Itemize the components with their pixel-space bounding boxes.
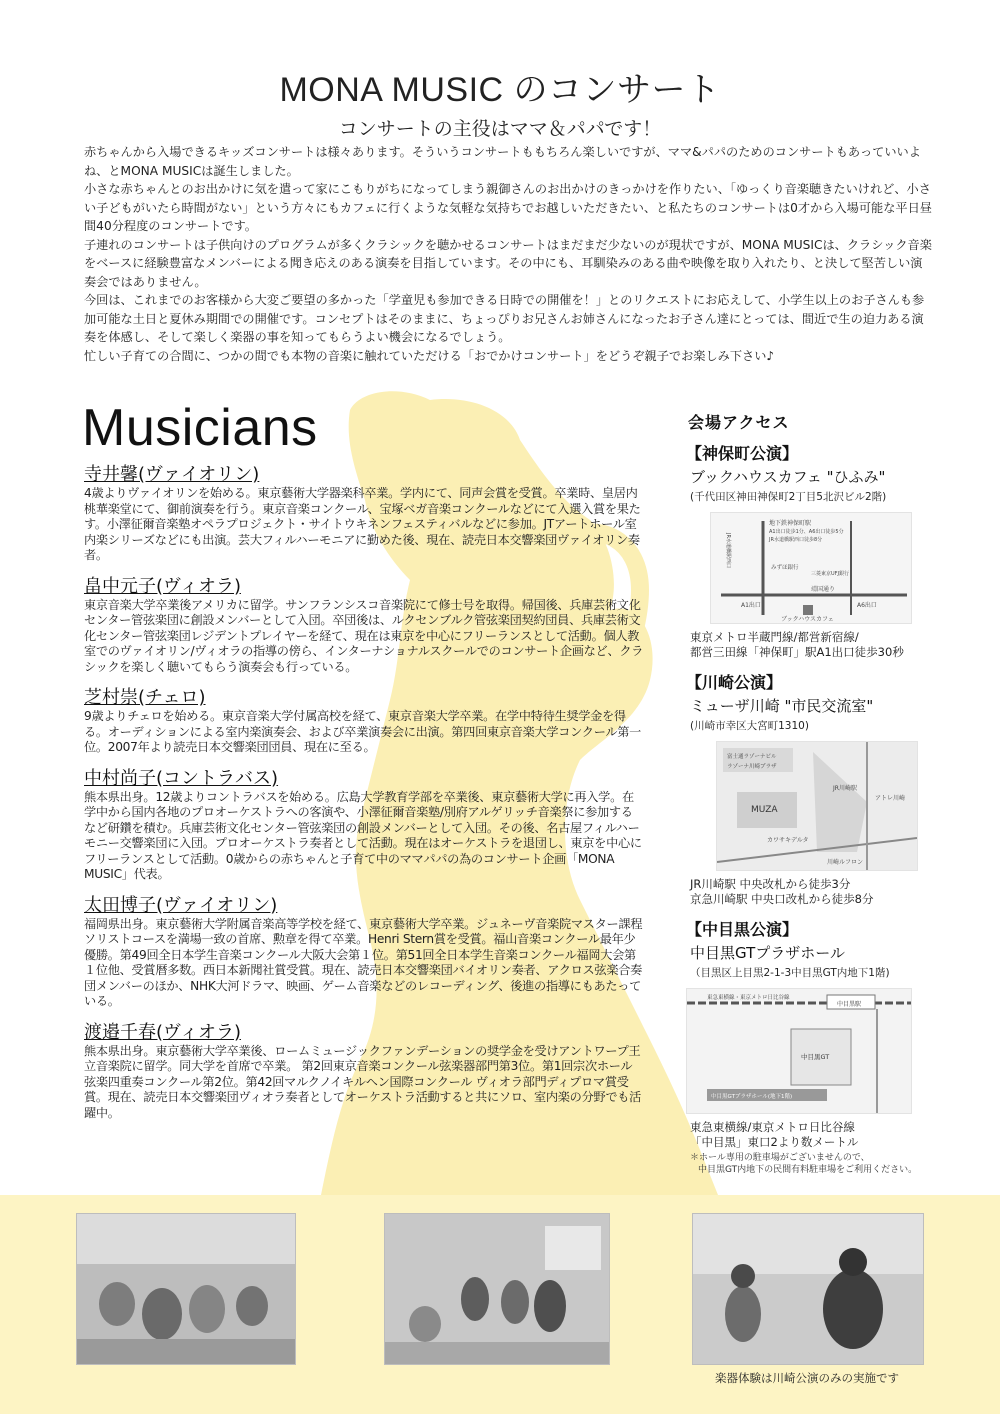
note-line: 中目黒GT内地下の民間有料駐車場をご利用ください。 (698, 1165, 918, 1175)
intro-text (84, 143, 932, 365)
intro-paragraph: 子連れのコンサートは子供向けのプログラムが多くクラシックを聴かせるコンサートはまだまだ少ないのが現状ですが、MONA MUSICは、クラシック音楽をベースに経験豊富なメンバーによる聞き応えのある演奏を目指しています。その中にも、耳馴染みのある曲や映像を取り入れたり、と決して堅苦しい演奏会ではありません。 (84, 237, 932, 289)
map-jimbocho (710, 512, 912, 624)
photo-caption: 楽器体験は川崎公演のみの実施です (715, 1371, 899, 1385)
musician-entry (84, 768, 644, 883)
venue-head: 【川崎公演】 (686, 673, 783, 692)
musician-bio: 4歳よりヴァイオリンを始める。東京藝術大学器楽科卒業。学内にて、同声会賞を受賞。卒業時、皇居内桃華楽堂にて、御前演奏を行う。東京音楽コンクール、宝塚ベガ音楽コンクールなどにて入選入賞を果たす。小澤征爾音楽塾オペラプロジェクト・サイトウキネンフェスティバルなどに参加。JTアートホール室内楽シリーズなどにも出演。芸大フィルハーモニアに勤めた後、現在、読売日本交響楽団ヴァイオリン奏者。 (84, 486, 641, 562)
map-label: A6出口 (857, 602, 877, 609)
musician-name: 芝村崇(チェロ) (84, 687, 206, 708)
venue-nakameguro (686, 917, 936, 1176)
musician-bio: 熊本県出身。東京藝術大学卒業後、ロームミュージックファンデーションの奨学金を受けアントワープ王立音楽院に留学。同大学を首席で卒業。 第2回東京音楽コンクール弦楽器部門第3位。第1回宗次ホール弦楽四重奏コンクール第2位。第42回マルクノイキルヘン国際コンクール ヴィオラ部門ディプロマ賞受賞。現在、読売日本交響楽団ヴィオラ奏者としてオーケストラ活動すると共にソロ、室内楽の分野でも活躍中。 (84, 1043, 642, 1120)
map-label: A1出口徒歩1分、A6出口徒歩5分 (769, 529, 844, 535)
directions-line: 東急東横線/東京メトロ日比谷線 (690, 1120, 855, 1134)
musician-bio: 熊本県出身。12歳よりコントラバスを始める。広島大学教育学部を卒業後、東京藝術大学に再入学。在学中から国内各地のプロオーケストラへの客演や、小澤征爾音楽塾/別府アルゲリッチ音楽祭に参加するなど研鑽を積む。兵庫芸術文化センター管弦楽団の創設メンバーとして入団。その後、名古屋フィルハーモニー交響楽団に入団。プロオーケストラ奏者として活動。現在はオーケストラを退団し、東京を中心にフリーランスとして活動。0歳からの赤ちゃんと子育て中のママパパの為のコンサート企画「MONA MUSIC」代表。 (84, 789, 642, 881)
musicians-list (84, 464, 644, 1133)
venue-head: 【神保町公演】 (686, 444, 799, 463)
musicians-heading: Musicians (82, 399, 318, 457)
page-subtitle: コンサートの主役はママ＆パパです！ (338, 118, 662, 140)
musician-bio: 福岡県出身。東京藝術大学附属音楽高等学校を経て、東京藝術大学卒業。ジュネーヴ音楽院マスター課程ソリストコースを満場一致の首席、勲章を得て卒業。Henri Stern賞を受賞。福山音楽コンクール最年少優勝。第49回全日本学生音楽コンクール大阪大会第１位。第51回全日本学生音楽コンクール福岡大会第１位他、受賞暦多数。西日本新聞社賞受賞。現在、読売日本交響楽団バイオリン奏者、アクロス弦楽合奏団メンバーのほか、NHK大河ドラマ、映画、ゲーム音楽などのレコーディング、後進の指導にもあたっている。 (84, 916, 643, 1008)
venue-directions (690, 630, 936, 660)
venue-address: (千代田区神田神保町2丁目5北沢ビル2階) (690, 491, 887, 503)
map-label: 東急東横線・東京メトロ日比谷線 (707, 995, 790, 1001)
map-label: JR川崎駅 (833, 785, 857, 792)
map-label: みずほ銀行 (771, 565, 799, 571)
venue-jimbocho (686, 441, 936, 660)
map-label: 三菱東京UFJ銀行 (811, 571, 850, 577)
venue-directions (690, 877, 936, 907)
musician-entry (84, 1022, 644, 1122)
page-title: MONA MUSIC のコンサート (279, 71, 721, 109)
directions-line: JR川崎駅 中央改札から徒歩3分 (690, 877, 851, 891)
map-kawasaki (716, 741, 918, 871)
venue-address: （目黒区上目黒2-1-3中目黒GT内地下1階) (690, 967, 890, 979)
musician-bio: 9歳よりチェロを始める。東京音楽大学付属高校を経て、東京音楽大学卒業。在学中特待生奨学金を得る。オーディションによる室内楽演奏会、および卒業演奏会に出演。第四回東京音楽大学コンクール第一位。2007年より読売日本交響楽団団員、現在に至る。 (84, 709, 642, 754)
musician-entry (84, 687, 644, 756)
map-label: 富士通ラゾーナビル (727, 754, 777, 760)
map-label: アトレ川崎 (875, 795, 906, 802)
intro-paragraph: 小さな赤ちゃんとのお出かけに気を遣って家にこもりがちになってしまう親御さんのお出かけのきっかけを作りたい、「ゆっくり音楽聴きたいけれど、小さい子どもがいたら時間がない」という方々にもカフェに行くような気軽な気持ちでお越しいただきたい、と私たちのコンサートは0才から入場可能な平日昼間40分程度のコンサートです。 (84, 182, 932, 233)
musician-name: 寺井馨(ヴァイオリン) (84, 464, 260, 485)
intro-paragraph: 今回は、これまでのお客様から大変ご要望の多かった「学童児も参加できる日時での開催を！」とのリクエストにお応えして、小学生以上のお子さんも参加可能な土日と夏休み期間での開催です。コンセプトはそのままに、ちょっぴりお兄さんお姉さんになったお子さん達にとっては、間近で生の迫力ある演奏を体感し、そして楽しく楽器の事を知ってもらうよい機会になるでしょう。 (84, 293, 925, 344)
venue-name: ミューザ川崎 "市民交流室" (690, 697, 874, 715)
photo-instrument-experience (692, 1213, 924, 1365)
venue-head: 【中目黒公演】 (686, 920, 799, 939)
venue-access (686, 410, 936, 1176)
map-label: MUZA (751, 805, 778, 815)
map-label: カワサキデルタ (767, 837, 809, 844)
map-label: 中目黒GTプラザホール(地下1階) (711, 1094, 793, 1100)
map-label: JR水道橋駅西口徒歩8分 (769, 537, 823, 543)
parking-note (690, 1152, 936, 1176)
photo-string-quartet (384, 1213, 610, 1365)
venue-kawasaki (686, 670, 936, 907)
directions-line: 東京メトロ半蔵門線/都営新宿線/ (690, 630, 859, 644)
map-label: A1出口 (741, 602, 761, 609)
map-label: 靖国通り (811, 586, 836, 593)
directions-line: 都営三田線「神保町」駅A1出口徒歩30秒 (690, 645, 904, 659)
venue-name: ブックハウスカフェ "ひふみ" (690, 468, 886, 486)
map-nakameguro (686, 988, 912, 1114)
photo-audience (76, 1213, 296, 1365)
directions-line: 京急川崎駅 中央口改札から徒歩8分 (690, 892, 874, 906)
map-label: 川崎ルフロン (827, 859, 864, 866)
intro-paragraph: 赤ちゃんから入場できるキッズコンサートは様々あります。そういうコンサートももちろん楽しいですが、ママ&パパのためのコンサートもあっていいよね、とMONA MUSICは誕生しました。 (84, 145, 921, 178)
map-label: ラゾーナ川崎プラザ (727, 764, 777, 770)
venue-directions (690, 1120, 936, 1150)
access-heading: 会場アクセス (688, 413, 790, 432)
venue-name: 中目黒GTプラザホール (690, 944, 845, 962)
musician-entry (84, 895, 644, 1010)
musician-name: 中村尚子(コントラバス) (84, 767, 279, 789)
musician-name: 渡邉千春(ヴィオラ) (84, 1021, 241, 1043)
map-label: JR水道橋駅西口 (725, 533, 731, 568)
map-label: 地下鉄神保町駅 (769, 520, 812, 527)
musician-bio: 東京音楽大学卒業後アメリカに留学。サンフランシスコ音楽院にて修士号を取得。帰国後、兵庫芸術文化センター管弦楽団に創設メンバーとして入団。卒団後は、ルクセンブルク管弦楽団契約団員、兵庫芸術文化センター管弦楽団レジデントプレイヤーを経て、現在は東京を中心にフリーランスとして活動。個人教室でのヴァイオリン/ヴィオラの指導の傍ら、インターナショナルスクールでのコンサート企画など、クラシックを楽しく聴いてもらう演奏会も行っている。 (84, 597, 644, 674)
map-label: ブックハウスカフェ (781, 616, 834, 623)
note-line: ＊ホール専用の駐車場がございませんので、 (690, 1153, 870, 1163)
venue-address: (川崎市幸区大宮町1310) (690, 720, 809, 732)
map-label: 中目黒GT (801, 1053, 830, 1061)
musician-entry (84, 576, 644, 676)
intro-paragraph: 忙しい子育ての合間に、つかの間でも本物の音楽に触れていただける「おでかけコンサート」をどうぞ親子でお楽しみ下さい♪ (84, 348, 775, 363)
musician-name: 畠中元子(ヴィオラ) (84, 575, 241, 597)
musician-entry (84, 464, 644, 564)
map-label: 中目黒駅 (837, 1001, 862, 1008)
directions-line: 「中目黒」東口2より数メートル (690, 1135, 859, 1149)
musician-name: 太田博子(ヴァイオリン) (84, 894, 278, 916)
